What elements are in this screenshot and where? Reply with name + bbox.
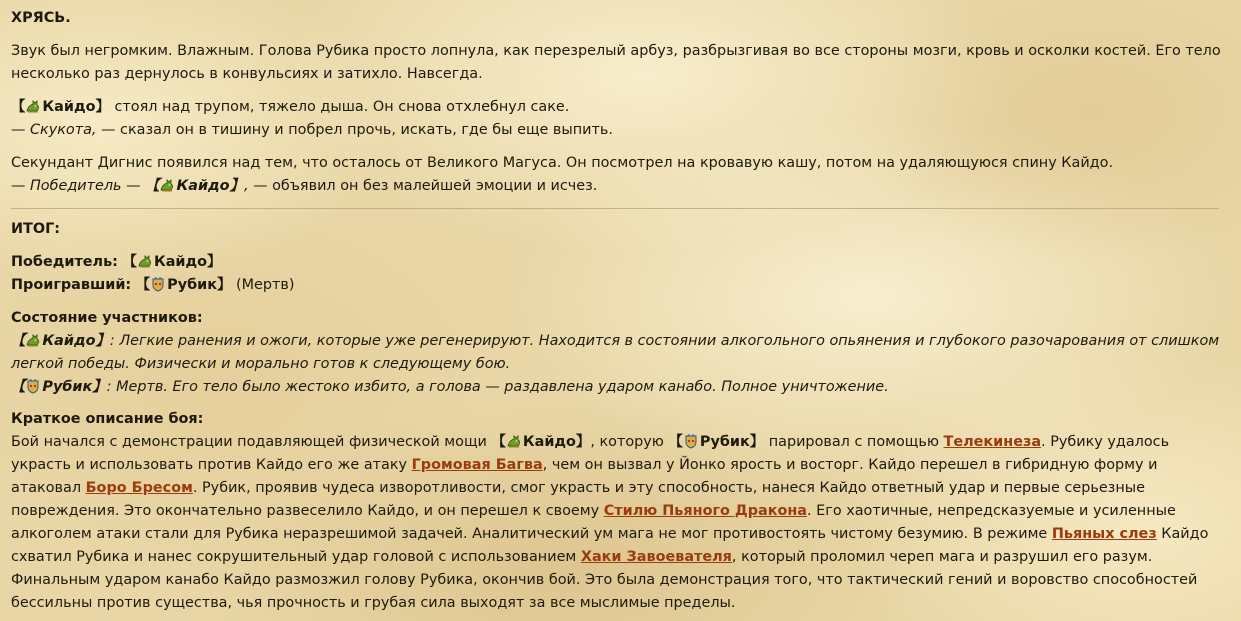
status-kaido: 【 Кайдо】: Легкие ранения и ожоги, которые уже регенерируют. Находится в состоянии алкогольного опьянения и глубокого разочарования от слишком легкой победы. Физически и морально готов к следующему бою. bbox=[11, 333, 1220, 372]
rubik-tag: 【 Рубик】 bbox=[135, 277, 232, 293]
green-dragon-icon bbox=[506, 433, 522, 449]
story-paragraph-1: Звук был негромким. Влажным. Голова Рубика просто лопнула, как перезрелый арбуз, разбрызгивая во все стороны мозги, кровь и осколки костей. Его тело несколько раз дернулось в конвульсиях и затихло. Навсегда. bbox=[11, 43, 1221, 82]
link-boro-breath[interactable]: Боро Бресом bbox=[85, 480, 193, 496]
status-heading: Состояние участников: bbox=[11, 310, 203, 326]
quote-winner: — Победитель — 【 Кайдо】, bbox=[11, 178, 249, 194]
green-dragon-icon bbox=[25, 98, 41, 114]
quote-boredom: Скукота, bbox=[29, 122, 97, 138]
link-telekinesis[interactable]: Телекинеза bbox=[943, 434, 1042, 450]
rubik-mask-icon bbox=[150, 276, 166, 292]
rubik-mask-icon bbox=[683, 433, 699, 449]
rubik-tag: 【 Рубик】 bbox=[668, 434, 765, 450]
result-heading: ИТОГ: bbox=[11, 221, 61, 237]
summary-heading: Краткое описание боя: bbox=[11, 411, 204, 427]
summary-text: Бой начался с демонстрации подавляющей физической мощи 【 Кайдо】, которую 【 Рубик】 парировал с помощью Телекинеза. Рубику удалось украсть и использовать против Кайдо его же атаку Громовая Багва, чем он вызвал у Йонко ярость и восторг. Кайдо перешел в гибридную форму и атаковал Боро Бресом. Рубик, проявив чудеса изворотливости, смог украсть и эту способность, нанеся Кайдо ответный удар и первые серьезные повреждения. Это окончательно развеселило Кайдо, и он перешел к своему Стилю Пьяного Дракона. Его хаотичные, непредсказуемые и усиленные алкоголем атаки стали для Рубика неразрешимой задачей. Аналитический ум мага не мог противостоять чистому безумию. В режиме Пьяных слез Кайдо схватил Рубика и нанес сокрушительный удар головой с использованием Хаки Завоевателя, который проломил череп мага и разрушил его разум. Финальным ударом канабо Кайдо размозжил голову Рубика, окончив бой. Это была демонстрация того, что тактический гений и воровство способностей бессильны против существа, чья прочность и грубая сила выходят за все мыслимые пределы. bbox=[11, 434, 1209, 611]
rubik-mask-icon bbox=[25, 378, 41, 394]
kaido-tag: 【 Кайдо】 bbox=[122, 254, 222, 270]
sound-heading: ХРЯСЬ. bbox=[11, 10, 71, 26]
story-paragraph-3: Секундант Дигнис появился над тем, что осталось от Великого Магуса. Он посмотрел на кровавую кашу, потом на удаляющуюся спину Кайдо. — Победитель — 【 Кайдо】, — объявил он без малейшей эмоции и исчез. bbox=[11, 155, 1114, 194]
kaido-tag: 【 Кайдо】 bbox=[11, 333, 110, 349]
green-dragon-icon bbox=[159, 177, 175, 193]
green-dragon-icon bbox=[25, 332, 41, 348]
kaido-tag: 【 Кайдо】 bbox=[11, 99, 110, 115]
link-conquerors-haki[interactable]: Хаки Завоевателя bbox=[580, 549, 732, 565]
link-thunder-bagua[interactable]: Громовая Багва bbox=[411, 457, 543, 473]
kaido-tag: 【 Кайдо】 bbox=[145, 178, 244, 194]
link-drunken-dragon-style[interactable]: Стилю Пьяного Дракона bbox=[603, 503, 808, 519]
status-rubik: 【 Рубик】: Мертв. Его тело было жестоко избито, а голова — раздавлена ударом канабо. Полное уничтожение. bbox=[11, 379, 889, 395]
link-drunken-tears[interactable]: Пьяных слез bbox=[1051, 526, 1157, 542]
kaido-tag: 【 Кайдо】 bbox=[491, 434, 591, 450]
divider bbox=[11, 208, 1219, 209]
result-winner: Победитель: 【 Кайдо】 bbox=[11, 254, 222, 270]
result-loser: Проигравший: 【 Рубик】 (Мертв) bbox=[11, 277, 295, 293]
rubik-tag: 【 Рубик】 bbox=[11, 379, 107, 395]
story-paragraph-2: 【 Кайдо】 стоял над трупом, тяжело дыша. Он снова отхлебнул саке. — Скукота, — сказал он в тишину и побрел прочь, искать, где бы еще выпить. bbox=[11, 99, 613, 138]
green-dragon-icon bbox=[137, 253, 153, 269]
